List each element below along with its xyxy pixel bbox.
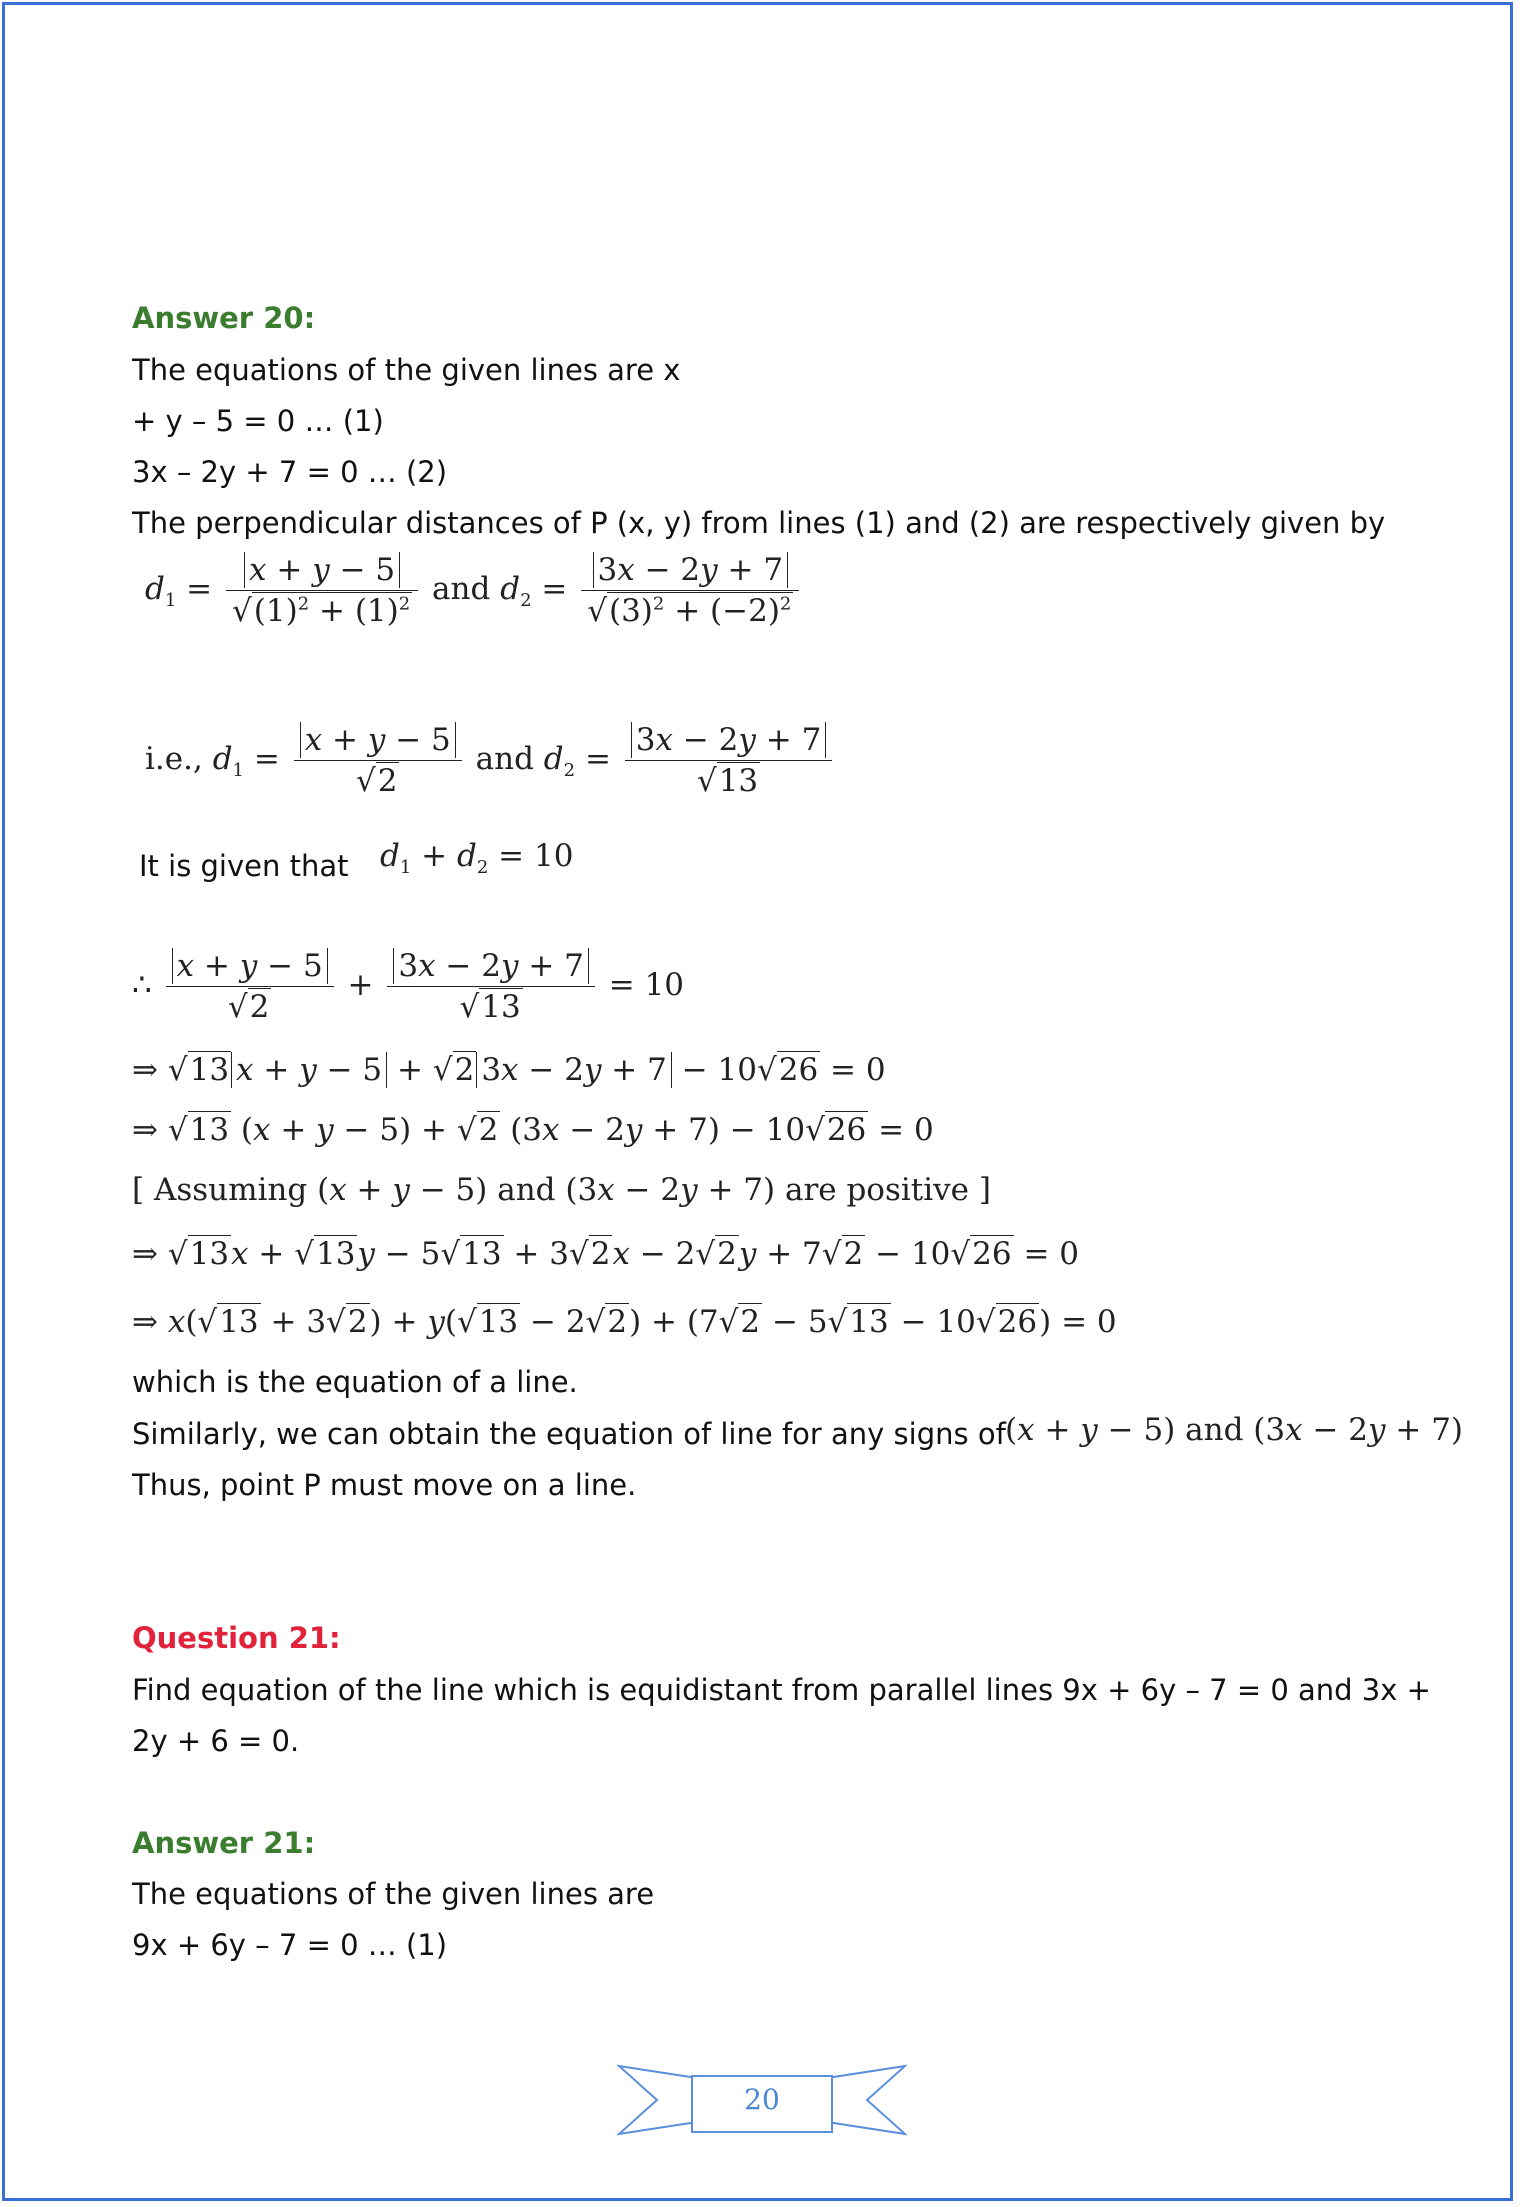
answer-21-line-1: The equations of the given lines are [132,1877,655,1911]
implication-step-2: ⇒ √13 (x + y − 5) + √2 (3x − 2y + 7) − 10√26 = 0 [132,1112,934,1148]
conclusion-line: which is the equation of a line. [132,1365,578,1399]
therefore-equation: ∴ $\frac{x + y - 5}{√2}$ + $\frac{3x - 2y + 7}{√13}$ = 10 [132,948,685,1025]
distance-formula-equation: $d_1$ = $\frac{x + y - 5}{√(1)^2 + (1)^2}$ and $d_2$ = $\frac{3x - 2y + 7}{√(3)^2 + (-2)^2}$ [145,552,803,629]
final-conclusion-line: Thus, point P must move on a line. [132,1468,637,1502]
simplified-distances-equation: i.e., $d_1$ = $\frac{x + y - 5}{√2}$ and $d_2$ = $\frac{3x - 2y + 7}{√13}$ [145,722,836,799]
given-text: It is given that [139,849,349,883]
implication-step-4: ⇒ x(√13 + 3√2) + y(√13 − 2√2) + (7√2 − 5√13 − 10√26) = 0 [132,1304,1117,1340]
answer-20-line-3: 3x – 2y + 7 = 0 … (2) [132,455,448,489]
answer-20-line-2: + y – 5 = 0 … (1) [132,404,384,438]
page-number-badge [617,2060,907,2140]
question-21-line-1: Find equation of the line which is equidistant from parallel lines 9x + 6y – 7 = 0 and 3x + [132,1673,1431,1707]
assumption-note: [ Assuming (x + y − 5) and (3x − 2y + 7) are positive ] [132,1172,991,1208]
implication-step-3: ⇒ √13x + √13y − 5√13 + 3√2x − 2√2y + 7√2 − 10√26 = 0 [132,1236,1080,1272]
question-21-line-2: 2y + 6 = 0. [132,1724,300,1758]
answer-21-line-2: 9x + 6y – 7 = 0 … (1) [132,1928,448,1962]
page-number: 20 [744,2083,780,2116]
answer-20-line-1: The equations of the given lines are x [132,353,681,387]
question-21-heading: Question 21: [132,1621,341,1655]
similarly-line: Similarly, we can obtain the equation of line for any signs of [132,1417,1006,1451]
implication-step-1: ⇒ √13 x + y − 5 + √2 3x − 2y + 7 − 10√26 = 0 [132,1052,886,1088]
sum-condition-equation: $d_1 + d_2 = 10$ [380,838,574,879]
answer-20-heading: Answer 20: [132,301,316,335]
answer-21-heading: Answer 21: [132,1826,316,1860]
answer-20-line-4: The perpendicular distances of P (x, y) from lines (1) and (2) are respectively given by [132,506,1386,540]
sign-expressions: (x + y − 5) and (3x − 2y + 7) [1005,1412,1464,1448]
